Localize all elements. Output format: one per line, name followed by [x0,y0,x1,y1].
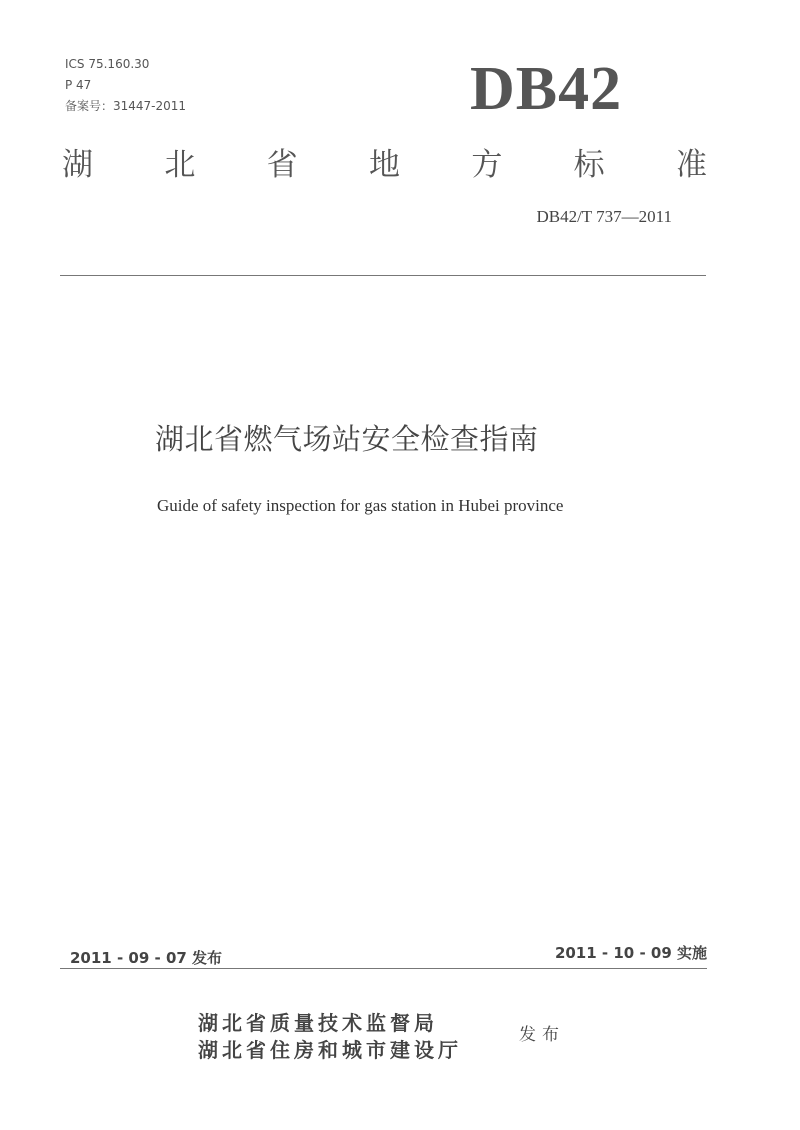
document-title-chinese: 湖北省燃气场站安全检查指南 [155,422,539,456]
filing-number: 备案号：31447-2011 [65,99,187,113]
issue-date: 2011 - 09 - 07 发布 [70,949,223,967]
issuer-quality-bureau: 湖北省质量技术监督局 [198,1011,438,1035]
standard-type-char: 方 [471,147,503,183]
standard-type-char: 省 [266,147,298,183]
standard-type-char: 准 [675,147,707,183]
standard-type-char: 北 [164,147,196,183]
issue-action: 发布 [519,1025,565,1045]
standard-code-logo: DB42 [470,55,623,123]
standard-type-char: 地 [368,147,400,183]
header-divider [60,275,706,276]
issuer-housing-department: 湖北省住房和城市建设厅 [198,1038,462,1062]
standard-type-char: 湖 [62,147,93,183]
footer-divider [60,968,707,969]
implementation-date: 2011 - 10 - 09 实施 [554,944,707,962]
ics-code: ICS 75.160.30 [65,57,150,71]
standard-number: DB42/T 737—2011 [536,207,672,226]
standard-type-char: 标 [573,147,605,183]
standard-type [62,147,707,183]
classification-code: P 47 [65,78,92,92]
document-title-english: Guide of safety inspection for gas station in Hubei province [157,496,564,515]
